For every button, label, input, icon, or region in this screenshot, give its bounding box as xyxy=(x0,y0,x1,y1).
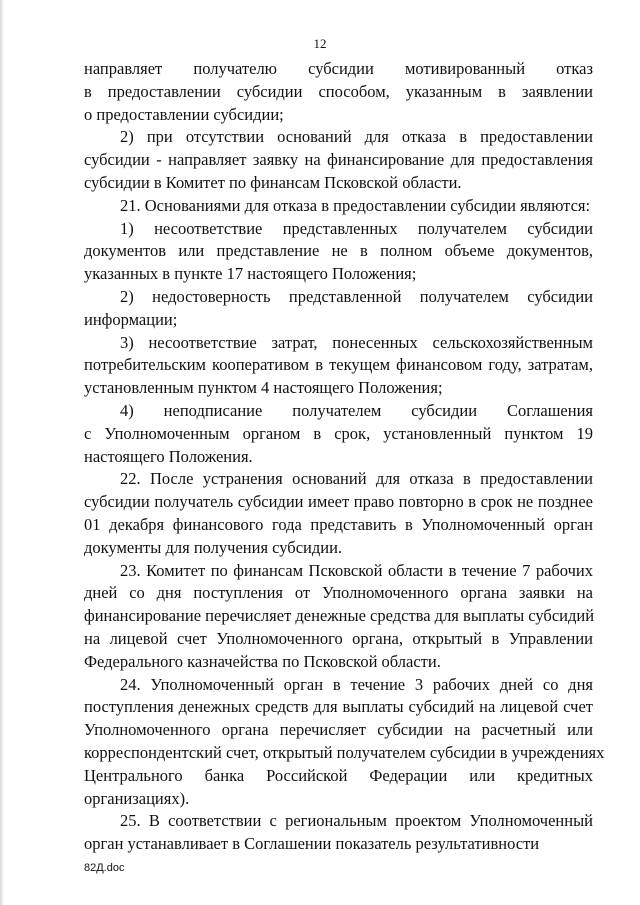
text-line: субсидии - направляет заявку на финансирование для предоставления xyxy=(84,150,593,170)
text-line: о предоставлении субсидии; xyxy=(84,104,284,124)
text-line: 25. В соответствии с региональным проектом Уполномоченный xyxy=(120,811,593,831)
paragraph xyxy=(84,560,593,674)
text-line: 4) неподписание получателем субсидии Соглашения xyxy=(120,400,593,420)
paragraph xyxy=(84,332,593,400)
text-line: 2) недостоверность представленной получателем субсидии xyxy=(120,286,593,306)
text-line: поступления денежных средств для выплаты субсидий на лицевой счет xyxy=(84,697,593,717)
text-line: 23. Комитет по финансам Псковской области в течение 7 рабочих xyxy=(120,560,593,580)
paragraph xyxy=(84,400,593,468)
paragraph xyxy=(84,195,593,218)
document-body xyxy=(84,58,605,856)
text-line: субсидии получатель субсидии имеет право повторно в срок не позднее xyxy=(84,492,593,512)
text-line: 22. После устранения оснований для отказа в предоставлении xyxy=(120,469,593,489)
text-line: 21. Основаниями для отказа в предоставлении субсидии являются: xyxy=(120,195,591,215)
text-line: финансирование перечисляет денежные средства для выплаты субсидий xyxy=(84,606,595,626)
text-line: орган устанавливает в Соглашении показатель результативности xyxy=(84,834,540,854)
text-line: документы для получения субсидии. xyxy=(84,537,343,557)
text-line: дней со дня поступления от Уполномоченного органа заявки на xyxy=(84,583,593,603)
text-line: 01 декабря финансового года представить в Уполномоченный орган xyxy=(84,514,593,534)
text-line: в предоставлении субсидии способом, указанным в заявлении xyxy=(84,81,593,101)
paragraph xyxy=(84,286,593,332)
text-line: 1) несоответствие представленных получателем субсидии xyxy=(120,218,593,238)
paragraph xyxy=(84,126,593,194)
text-line: на лицевой счет Уполномоченного органа, открытый в Управлении xyxy=(84,628,593,648)
page-number: 12 xyxy=(313,36,327,51)
text-line: корреспондентский счет, открытый получателем субсидии в учреждениях xyxy=(84,742,605,762)
text-line: установленным пунктом 4 настоящего Положения; xyxy=(84,378,443,398)
text-line: потребительским кооперативом в текущем финансовом году, затратам, xyxy=(84,355,593,375)
text-line: Федерального казначейства по Псковской области. xyxy=(84,651,441,671)
text-line: информации; xyxy=(84,309,178,329)
text-line: субсидии в Комитет по финансам Псковской области. xyxy=(84,172,462,192)
paragraph xyxy=(84,218,593,286)
file-name: 82Д.doc xyxy=(84,862,125,874)
text-line: указанных в пункте 17 настоящего Положения; xyxy=(84,264,417,284)
text-line: настоящего Положения. xyxy=(84,446,253,466)
paragraph xyxy=(84,674,605,811)
paragraph xyxy=(84,58,593,126)
text-line: 24. Уполномоченный орган в течение 3 рабочих дней со дня xyxy=(120,674,593,694)
page-edge xyxy=(0,0,4,905)
text-line: направляет получателю субсидии мотивированный отказ xyxy=(84,59,593,78)
text-line: Уполномоченного органа перечисляет субсидии на расчетный или xyxy=(84,720,593,740)
paragraph xyxy=(84,810,593,856)
text-line: организациях). xyxy=(84,788,190,808)
text-line: Центрального банка Российской Федерации или кредитных xyxy=(84,765,593,785)
text-line: документов или представление не в полном объеме документов, xyxy=(84,241,593,261)
text-line: 3) несоответствие затрат, понесенных сельскохозяйственным xyxy=(120,332,593,352)
text-line: 2) при отсутствии оснований для отказа в предоставлении xyxy=(120,127,593,147)
paragraph xyxy=(84,468,593,559)
text-line: с Уполномоченным органом в срок, установленный пунктом 19 xyxy=(84,423,593,443)
